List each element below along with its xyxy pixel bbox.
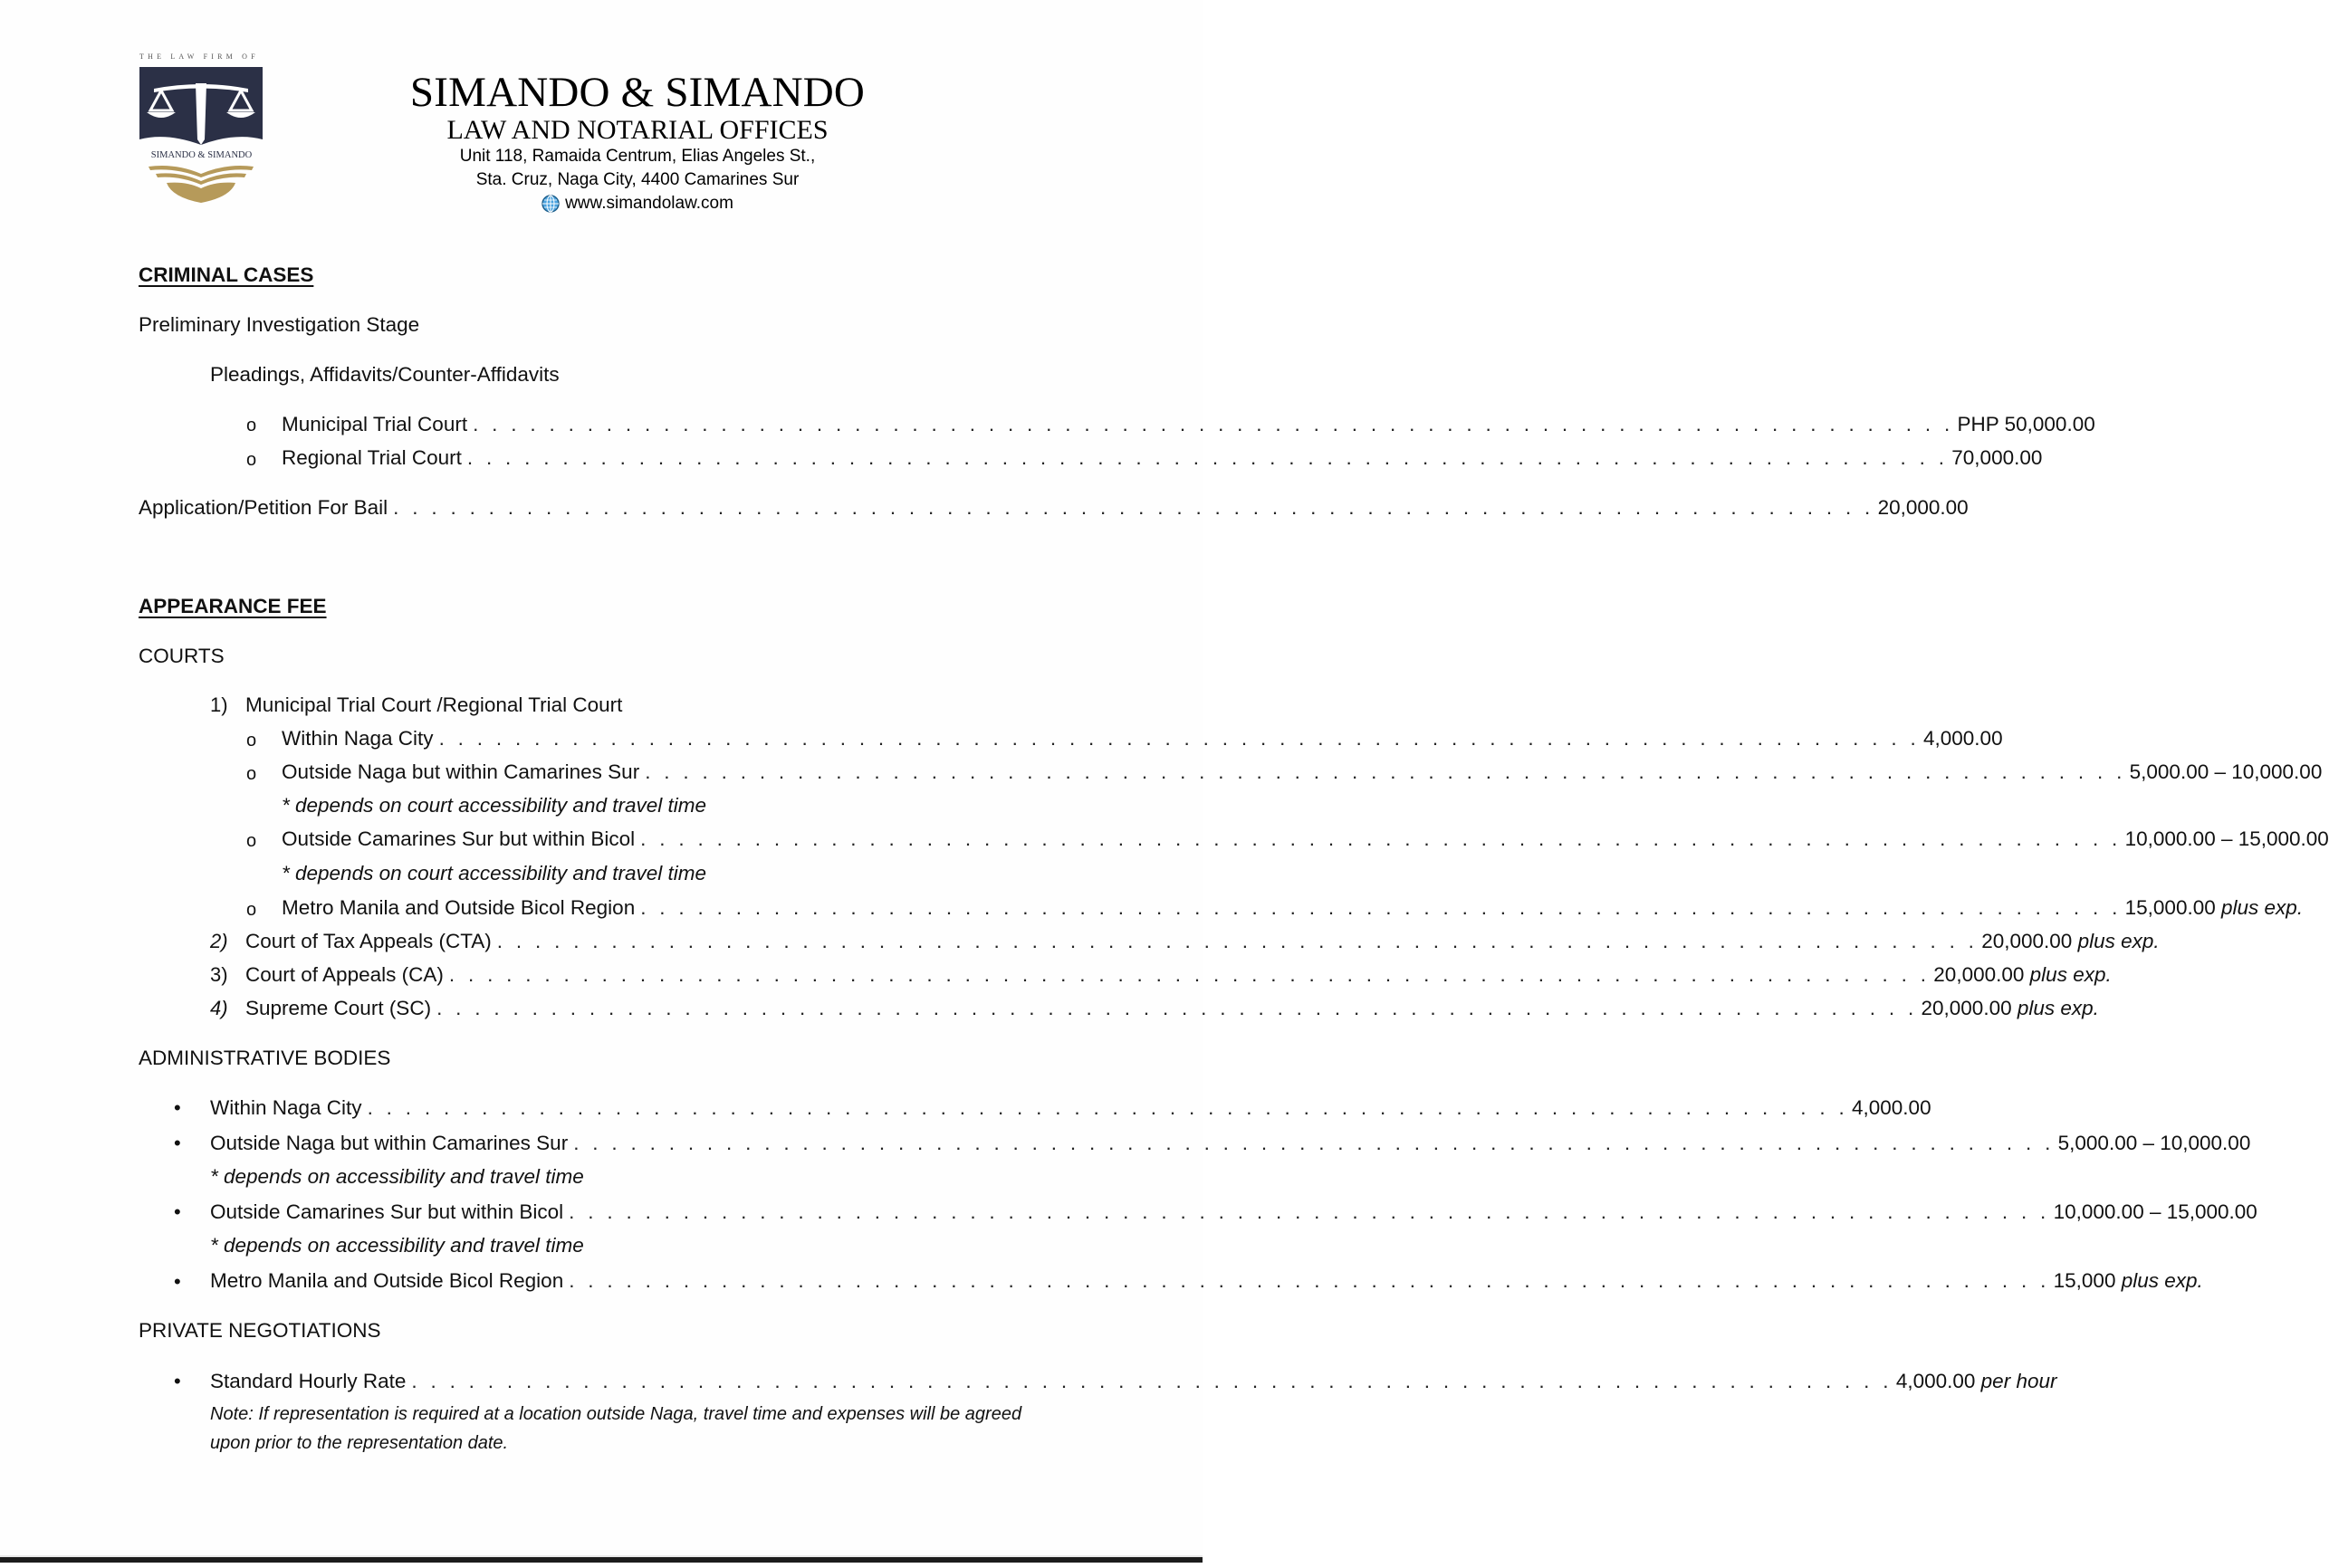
list-number: 4): [210, 997, 228, 1019]
fee-row-rtc: [282, 445, 2043, 471]
fee-row-admin-bicol: [210, 1200, 2257, 1225]
fee-amount: 15,000: [2053, 1269, 2116, 1292]
fee-label: Within Naga City: [210, 1096, 362, 1119]
website-link[interactable]: www.simandolaw.com: [565, 194, 733, 213]
fee-row-sc: [245, 996, 2099, 1021]
leader-dots: . . . . . . . . . . . . . . . . . . . . . . . . . . . . . . . . . . . . . . . . . . . . . . . . . . . . . . . . . . . . . . . . . . . . . . . . . . . . . .: [640, 896, 2122, 919]
leader-dots: . . . . . . . . . . . . . . . . . . . . . . . . . . . . . . . . . . . . . . . . . . . . . . . . . . . . . . . . . . . . . . . . . . . . . . . . . . . . . .: [640, 827, 2122, 850]
criminal-cases-heading: CRIMINAL CASES: [139, 263, 314, 286]
fee-suffix: plus exp.: [2077, 930, 2160, 952]
leader-dots: . . . . . . . . . . . . . . . . . . . . . . . . . . . . . . . . . . . . . . . . . . . . . . . . . . . . . . . . . . . . . . . . . . . . . . . . . . . . . .: [411, 1370, 1893, 1392]
fee-value: 5,000.00 – 10,000.00: [2057, 1132, 2251, 1154]
website-row: [366, 192, 909, 215]
fee-value: [1933, 962, 2111, 988]
fee-row-admin-camsur: [210, 1131, 2251, 1156]
fee-value: [1981, 929, 2159, 954]
leader-dots: . . . . . . . . . . . . . . . . . . . . . . . . . . . . . . . . . . . . . . . . . . . . . . . . . . . . . . . . . . . . . . . . . . . . . . . . . . . . . .: [573, 1132, 2055, 1154]
firm-title: SIMANDO & SIMANDO: [409, 69, 866, 116]
fee-row-admin-naga: [210, 1095, 1931, 1121]
court-note: * depends on court accessibility and travel time: [282, 862, 706, 884]
circle-bullet: o: [246, 764, 257, 784]
fee-row-mtc: [282, 412, 2095, 437]
fee-row-hourly-rate: [210, 1369, 2057, 1394]
address-line-2: Sta. Cruz, Naga City, 4400 Camarines Sur: [475, 170, 800, 189]
bullet: •: [174, 1132, 181, 1154]
fee-value: 4,000.00: [1923, 727, 2003, 750]
fee-value: [1896, 1369, 2057, 1394]
fee-amount: 4,000.00: [1895, 1370, 1976, 1392]
fee-label: Application/Petition For Bail: [139, 496, 388, 519]
administrative-bodies-heading: ADMINISTRATIVE BODIES: [139, 1047, 391, 1069]
leader-dots: . . . . . . . . . . . . . . . . . . . . . . . . . . . . . . . . . . . . . . . . . . . . . . . . . . . . . . . . . . . . . . . . . . . . . . . . . . . . . .: [645, 760, 2126, 783]
circle-bullet: o: [246, 831, 257, 851]
globe-icon: [542, 195, 560, 213]
fee-row-cta: [245, 929, 2160, 954]
circle-bullet: o: [246, 450, 257, 470]
admin-note: * depends on accessibility and travel time: [210, 1234, 584, 1257]
scales-of-justice-icon: [136, 62, 267, 215]
fee-value: [1922, 996, 2099, 1021]
leader-dots: . . . . . . . . . . . . . . . . . . . . . . . . . . . . . . . . . . . . . . . . . . . . . . . . . . . . . . . . . . . . . . . . . . . . . . . . . . . . . .: [473, 413, 1954, 435]
private-negotiations-heading: PRIVATE NEGOTIATIONS: [139, 1319, 381, 1342]
fee-suffix: plus exp.: [2029, 963, 2112, 986]
circle-bullet: o: [246, 416, 257, 435]
leader-dots: . . . . . . . . . . . . . . . . . . . . . . . . . . . . . . . . . . . . . . . . . . . . . . . . . . . . . . . . . . . . . . . . . . . . . . . . . . . . . .: [448, 963, 1931, 986]
fee-label: Outside Naga but within Camarines Sur: [282, 760, 640, 783]
leader-dots: . . . . . . . . . . . . . . . . . . . . . . . . . . . . . . . . . . . . . . . . . . . . . . . . . . . . . . . . . . . . . . . . . . . . . . . . . . . . . .: [436, 997, 1918, 1019]
admin-note: * depends on accessibility and travel time: [210, 1165, 584, 1188]
fee-label: Outside Naga but within Camarines Sur: [210, 1132, 569, 1154]
fee-value: 4,000.00: [1852, 1096, 1931, 1119]
fee-row-court-bicol: [282, 827, 2329, 852]
leader-dots: . . . . . . . . . . . . . . . . . . . . . . . . . . . . . . . . . . . . . . . . . . . . . . . . . . . . . . . . . . . . . . . . . . . . . . . . . . . . . .: [569, 1269, 2050, 1292]
fee-row-court-naga: [282, 726, 2003, 751]
fee-label: Outside Camarines Sur but within Bicol: [282, 827, 636, 850]
leader-dots: . . . . . . . . . . . . . . . . . . . . . . . . . . . . . . . . . . . . . . . . . . . . . . . . . . . . . . . . . . . . . . . . . . . . . . . . . . . . . .: [569, 1200, 2050, 1223]
fee-row-bail: [139, 495, 1969, 521]
fee-amount: 20,000.00: [1933, 963, 2025, 986]
fee-row-ca: [245, 962, 2112, 988]
bullet: •: [174, 1200, 181, 1223]
fee-suffix: per hour: [1980, 1370, 2057, 1392]
letterhead: [366, 69, 909, 215]
courts-heading: COURTS: [139, 645, 225, 667]
fee-amount: 20,000.00: [1921, 997, 2012, 1019]
fee-label: Outside Camarines Sur but within Bicol: [210, 1200, 564, 1223]
pleadings-label: Pleadings, Affidavits/Counter-Affidavits: [210, 363, 560, 386]
fee-label: Standard Hourly Rate: [210, 1370, 407, 1392]
private-negotiations-note: Note: If representation is required at a location outside Naga, travel time and expenses will be agreed upon prior to the representation date.: [210, 1404, 1022, 1453]
leader-dots: . . . . . . . . . . . . . . . . . . . . . . . . . . . . . . . . . . . . . . . . . . . . . . . . . . . . . . . . . . . . . . . . . . . . . . . . . . . . . .: [438, 727, 1920, 750]
fee-value: [2125, 895, 2303, 921]
leader-dots: . . . . . . . . . . . . . . . . . . . . . . . . . . . . . . . . . . . . . . . . . . . . . . . . . . . . . . . . . . . . . . . . . . . . . . . . . . . . . .: [393, 496, 1874, 519]
fee-amount: 15,000.00: [2124, 896, 2216, 919]
fee-label: Court of Appeals (CA): [245, 963, 444, 986]
fee-label: Regional Trial Court: [282, 446, 462, 469]
fee-row-court-manila: [282, 895, 2304, 921]
bullet: •: [174, 1370, 181, 1392]
fee-value: 10,000.00 – 15,000.00: [2053, 1200, 2257, 1223]
fee-value: [2054, 1268, 2203, 1294]
circle-bullet: o: [246, 731, 257, 751]
fee-value: PHP 50,000.00: [1957, 413, 2095, 435]
preliminary-investigation-label: Preliminary Investigation Stage: [139, 313, 420, 336]
leader-dots: . . . . . . . . . . . . . . . . . . . . . . . . . . . . . . . . . . . . . . . . . . . . . . . . . . . . . . . . . . . . . . . . . . . . . . . . . . . . . .: [496, 930, 1979, 952]
mtc-rtc-label: Municipal Trial Court /Regional Trial Court: [245, 693, 623, 716]
firm-subtitle: LAW AND NOTARIAL OFFICES: [446, 115, 829, 145]
address-line-1: Unit 118, Ramaida Centrum, Elias Angeles St.,: [459, 147, 816, 166]
list-number: 2): [210, 930, 228, 952]
fee-suffix: plus exp.: [2221, 896, 2304, 919]
fee-label: Within Naga City: [282, 727, 434, 750]
fee-row-court-camsur: [282, 760, 2323, 785]
leader-dots: . . . . . . . . . . . . . . . . . . . . . . . . . . . . . . . . . . . . . . . . . . . . . . . . . . . . . . . . . . . . . . . . . . . . . . . . . . . . . .: [466, 446, 1949, 469]
fee-suffix: plus exp.: [2017, 997, 2099, 1019]
appearance-fee-heading: APPEARANCE FEE: [139, 595, 327, 617]
leader-dots: . . . . . . . . . . . . . . . . . . . . . . . . . . . . . . . . . . . . . . . . . . . . . . . . . . . . . . . . . . . . . . . . . . . . . . . . . . . . . .: [367, 1096, 1848, 1119]
circle-bullet: o: [246, 900, 257, 920]
fee-label: Metro Manila and Outside Bicol Region: [210, 1269, 564, 1292]
court-note: * depends on court accessibility and travel time: [282, 794, 706, 817]
bullet: •: [174, 1096, 181, 1119]
fee-value: 5,000.00 – 10,000.00: [2129, 760, 2323, 783]
list-number: 1): [210, 693, 228, 716]
fee-label: Supreme Court (SC): [245, 997, 432, 1019]
fee-value: 10,000.00 – 15,000.00: [2124, 827, 2329, 850]
fee-value: 20,000.00: [1877, 496, 1969, 519]
fee-row-admin-manila: [210, 1268, 2203, 1294]
logo-firm-name: SIMANDO & SIMANDO: [150, 150, 253, 160]
fee-label: Metro Manila and Outside Bicol Region: [282, 896, 636, 919]
bullet: •: [174, 1270, 181, 1293]
list-number: 3): [210, 963, 228, 986]
fee-amount: 20,000.00: [1981, 930, 2073, 952]
firm-logo: [136, 51, 267, 205]
fee-label: Municipal Trial Court: [282, 413, 468, 435]
logo-tagline: THE LAW FIRM OF: [139, 53, 259, 61]
page-bottom-edge: [0, 1555, 1203, 1563]
fee-value: 70,000.00: [1951, 446, 2043, 469]
fee-suffix: plus exp.: [2121, 1269, 2203, 1292]
fee-label: Court of Tax Appeals (CTA): [245, 930, 492, 952]
